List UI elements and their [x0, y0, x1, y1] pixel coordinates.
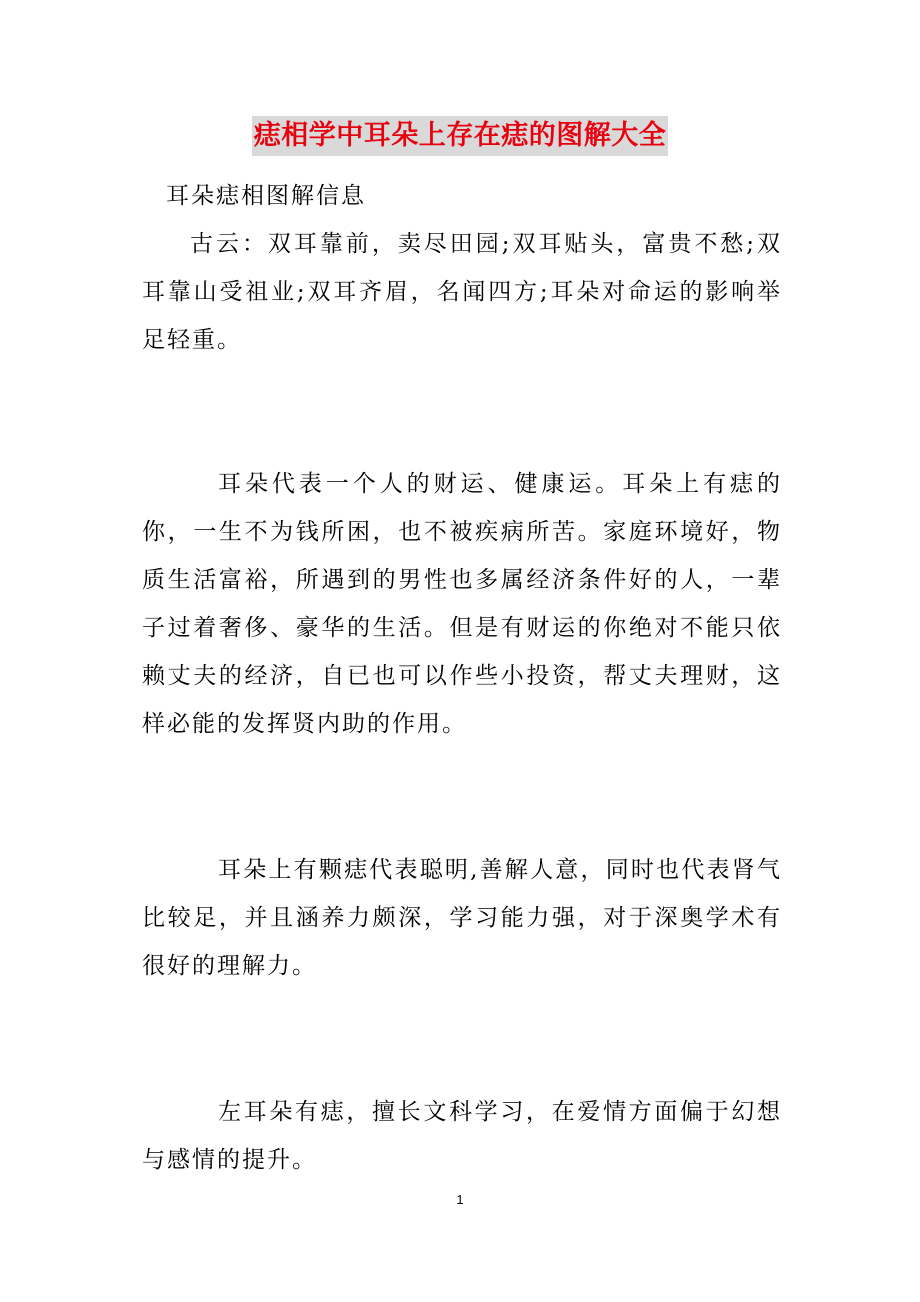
title-container [0, 116, 920, 156]
subheading: 耳朵痣相图解信息 [166, 183, 366, 209]
page-number: 1 [456, 1192, 464, 1207]
paragraph-2: 耳朵代表一个人的财运、健康运。耳朵上有痣的你，一生不为钱所困，也不被疾病所苦。家庭环境好，物质生活富裕，所遇到的男性也多属经济条件好的人，一辈子过着奢侈、豪华的生活。但是有财运的你绝对不能只依赖丈夫的经济，自已也可以作些小投资，帮丈夫理财，这样必能的发挥贤内助的作用。 [142, 471, 782, 737]
paragraph-1: 古云：双耳靠前，卖尽田园;双耳贴头，富贵不愁;双耳靠山受祖业;双耳齐眉，名闻四方;耳朵对命运的影响举足轻重。 [142, 231, 782, 353]
page-title: 痣相学中耳朵上存在痣的图解大全 [252, 116, 669, 156]
paragraph-3: 耳朵上有颗痣代表聪明,善解人意，同时也代表肾气比较足，并且涵养力颇深，学习能力强，对于深奥学术有很好的理解力。 [142, 857, 782, 979]
paragraph-4: 左耳朵有痣，擅长文科学习，在爱情方面偏于幻想与感情的提升。 [142, 1099, 782, 1173]
